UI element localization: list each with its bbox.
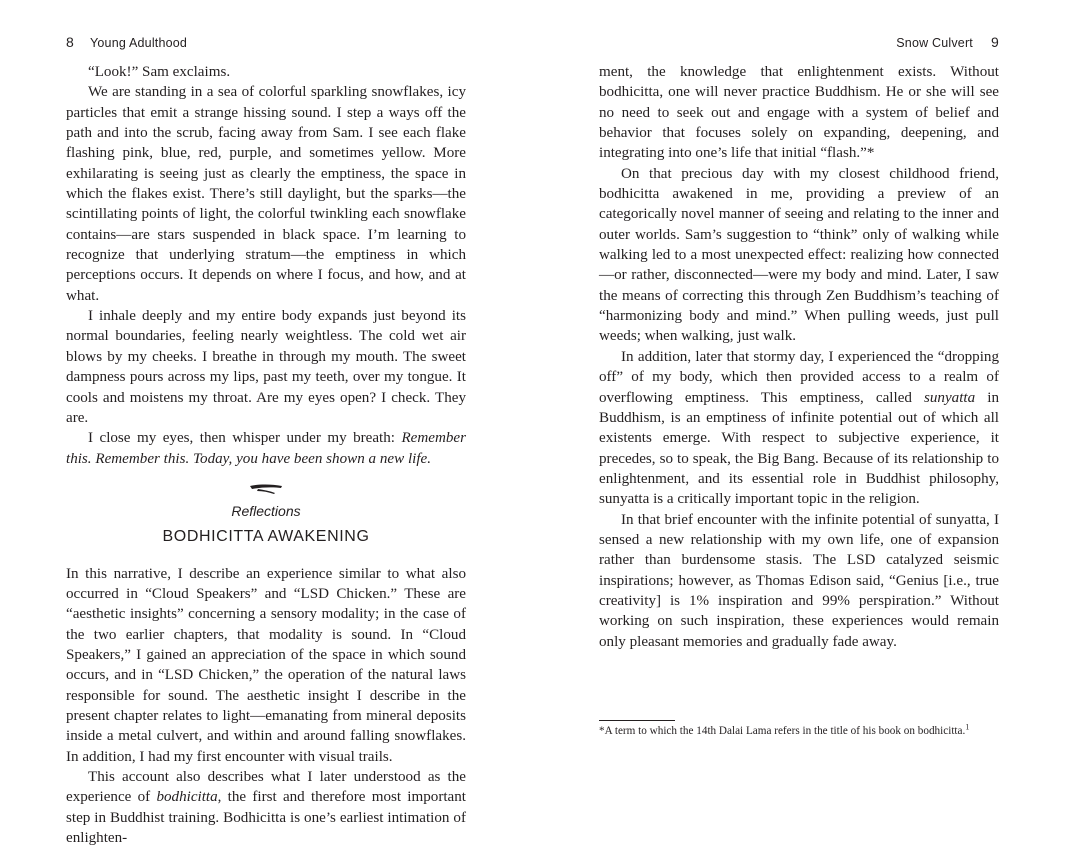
paragraph: “Look!” Sam exclaims.: [88, 64, 231, 80]
footnote-text: *A term to which the 14th Dalai Lama refers in the title of his book on bodhicitta.: [599, 725, 966, 737]
left-page-number: 8: [66, 34, 74, 50]
paragraph: On that precious day with my closest childhood friend, bodhicitta awakened in me, providing a preview of an categorically novel manner of seeing and relating to the inner and outer worlds. Sam’s suggestion to “think” only of walking while walking led to a most unexpected effect: realizing how connected—or rather, disconnected—were my body and mind. Later, I saw the means of correcting this through Zen Buddhism’s teaching of “harmonizing body and mind.” When pulling weeds, just pull weeds; when walking, just walk.: [599, 165, 999, 345]
right-running-head: [896, 34, 999, 50]
paragraph: I inhale deeply and my entire body expands just beyond its normal boundaries, feeling nearly weightless. The cold wet air blows by my cheeks. I breathe in through my mouth. The sweet dampness pours across my lips, past my teeth, over my tongue. It cools and moistens my throat. Are my eyes open? I check. They are.: [66, 308, 466, 426]
paragraph: We are standing in a sea of colorful sparkling snowflakes, icy particles that emit a strange hissing sound. I step a ways off the path and into the scrub, facing away from Sam. I see each flake flashing pink, blue, red, purple, and sometimes yellow. More exhilarating is seeing just as clearly the emptiness, the space in which the flakes exist. There’s still daylight, but the sparks—the scintillating points of light, the colorful twinkling each snowflake contains—are stars suspended in black space. I’m learning to recognize that underlying stratum—the emptiness in which perceptions occurs. It depends on where I focus, and how, and at what.: [66, 84, 466, 304]
paragraph: [66, 428, 466, 469]
right-page: [533, 0, 1066, 800]
right-chapter-title: Snow Culvert: [896, 36, 973, 50]
right-body-text: [599, 62, 999, 652]
paragraph-text: This account also describes what I later understood as the experience of: [66, 769, 466, 806]
paragraph-text: I close my eyes, then whisper under my breath:: [88, 430, 402, 447]
paragraph: ment, the knowledge that enlightenment exists. Without bodhicitta, one will never practice Buddhism. He or she will see no need to seek out and engage with a system of belief and behavior that focuses solely on expanding, deepening, and integrating into one’s life that initial “flash.”*: [599, 64, 999, 162]
paragraph: In that brief encounter with the infinite potential of sunyatta, I sensed a new relationship with my own life, one of expansion rather than burdensome stasis. The LSD catalyzed seismic inspirations; however, as Thomas Edison said, “Genius [i.e., true creativity] is 1% inspiration and 99% perspiration.” Without working on such inspiration, these experiences would remain only pleasant memories and gradually fade away.: [599, 511, 999, 650]
section-title: BODHICITTA AWAKENING: [162, 528, 370, 546]
italic-term: sunyatta: [924, 389, 976, 406]
right-page-number: 9: [991, 34, 999, 50]
paragraph: [66, 767, 466, 848]
italic-passage: Remember this. Remember this. Today, you have been shown a new life.: [66, 430, 466, 467]
left-page: [0, 0, 533, 847]
italic-term: bodhicitta: [156, 789, 218, 806]
footnote-rule: [599, 720, 675, 721]
left-body-text: [66, 62, 466, 848]
section-break-ornament: [248, 483, 284, 495]
paragraph-text: In addition, later that stormy day, I experienced the “dropping off” of my body, which then provided access to a realm of overflowing emptiness. This emptiness, called: [599, 348, 999, 406]
section-kicker: Reflections: [231, 502, 301, 519]
paragraph: In this narrative, I describe an experience similar to what also occurred in “Cloud Speakers” and “LSD Chicken.” These are “aesthetic insights” concerning a sensory modality; in the case of the two earlier chapters, that modality is sound. In “Cloud Speakers,” I gained an appreciation of the space in which sound occurs, and in “LSD Chicken,” the operation of the natural laws responsible for sound. The aesthetic insight I describe in the present chapter relates to light—emanating from mineral deposits inside a metal culvert, and within and around falling snowflakes. In addition, I had my first encounter with visual trails.: [66, 565, 466, 765]
paragraph-text: in Buddhism, is an emptiness of infinite potential out of which all existents emerge. With respect to subjective experience, it precedes, so to speak, the Big Bang. Because of its relationship to enlightenment, and its essential role in Buddhist philosophy, sunyatta is a critically important topic in the religion.: [599, 389, 999, 508]
footnote-reference: 1: [965, 722, 970, 732]
paragraph-text: , the first and therefore most important step in Buddhist training. Bodhicitta is one’s earliest intimation of enlighten-: [66, 789, 466, 847]
left-chapter-title: Young Adulthood: [90, 36, 188, 50]
paragraph: [599, 347, 999, 510]
footnote: [599, 724, 1019, 738]
left-running-head: [66, 34, 187, 50]
